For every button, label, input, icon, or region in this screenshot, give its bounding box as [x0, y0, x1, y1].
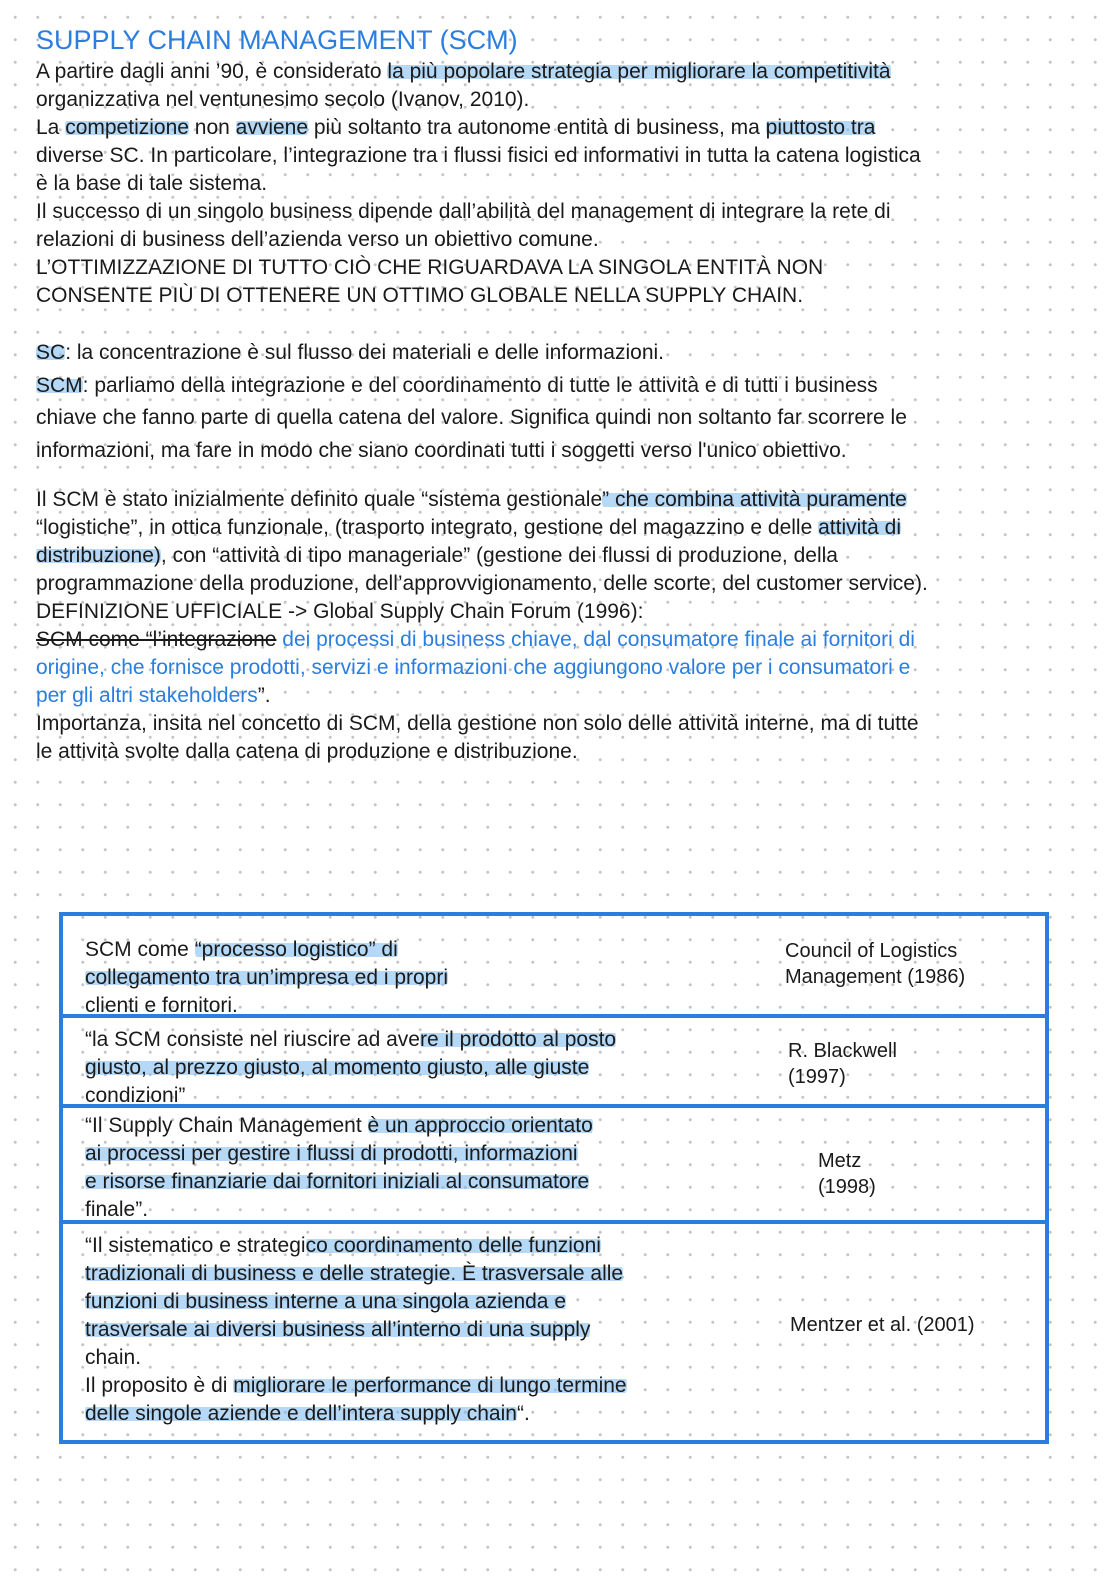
intro-line: La [36, 116, 66, 139]
highlighted-text: “processo logistico” di [194, 938, 398, 961]
quote-text: “Il sistematico e strategi [85, 1234, 306, 1257]
definition-row [63, 1220, 1045, 1444]
scm-definition: chiave che fanno parte di quella catena del valore. Significa quindi non soltanto far scorrere le [36, 406, 907, 429]
intro-line: non [188, 116, 236, 139]
quote-text: “la SCM consiste nel riuscire ad ave [85, 1028, 420, 1051]
highlighted-text: ” che combina attività puramente [602, 488, 907, 511]
scm-definition: : parliamo della integrazione e del coordinamento di tutte le attività e di tutti i business [82, 373, 878, 397]
source-text: Mentzer et al. (2001) [790, 1314, 975, 1336]
history-paragraph [36, 486, 1086, 766]
intro-line: relazioni di business dell’azienda verso un obiettivo comune. [36, 228, 599, 251]
highlighted-text: co coordinamento delle funzioni [305, 1234, 601, 1257]
quote-text: finale”. [85, 1198, 149, 1220]
quote-text: Il proposito è di [85, 1374, 234, 1397]
history-line: le attività svolte dalla catena di produzione e distribuzione. [36, 740, 578, 763]
source-text: Metz [818, 1150, 862, 1172]
official-definition: dei processi di business chiave, dal consumatore finale ai fornitori di [276, 628, 915, 651]
definition-quote [85, 1232, 725, 1428]
intro-line: diverse SC. In particolare, l’integrazione tra i flussi fisici ed informativi in tutta la catena logistica [36, 144, 921, 167]
official-definition: per gli altri stakeholders [36, 684, 258, 707]
quote-text: chain. [85, 1346, 142, 1369]
sc-term: SC [36, 341, 66, 364]
official-definition: origine, che fornisce prodotti, servizi e informazioni che aggiungono valore per i consumatori e [36, 656, 911, 679]
highlighted-text: attività di [818, 516, 901, 539]
highlighted-text: re il prodotto al posto [419, 1028, 617, 1051]
highlighted-text: competizione [65, 116, 189, 139]
history-line: Il SCM è stato inizialmente definito quale “sistema gestionale [36, 488, 603, 511]
history-line: DEFINIZIONE UFFICIALE -> Global Supply Chain Forum (1996): [36, 600, 644, 623]
highlighted-text: funzioni di business interne a una singola azienda e [85, 1290, 567, 1313]
sc-definition: : la concentrazione è sul flusso dei materiali e delle informazioni. [65, 341, 664, 364]
quote-text: clienti e fornitori. [85, 994, 238, 1014]
source-text: R. Blackwell [788, 1040, 897, 1062]
sc-scm-paragraph [36, 337, 1086, 467]
definition-row [63, 1014, 1045, 1108]
highlighted-text: distribuzione) [36, 544, 161, 567]
definition-source [788, 1038, 928, 1090]
definition-source [790, 1312, 975, 1338]
source-text: Council of Logistics [785, 940, 958, 962]
intro-paragraph [36, 58, 1086, 310]
highlighted-text: delle singole aziende e dell’intera supply chain [85, 1402, 517, 1425]
history-line: , con “attività di tipo manageriale” (gestione dei flussi di produzione, della [160, 544, 838, 567]
definition-quote [85, 936, 555, 1014]
highlighted-text: migliorare le performance di lungo termine [233, 1374, 627, 1397]
highlighted-text: giusto, al prezzo giusto, al momento giusto, alle giuste [85, 1056, 590, 1079]
definition-row [63, 916, 1045, 1018]
scm-term: SCM [36, 373, 83, 397]
highlighted-text: collegamento tra un’impresa ed i propri [85, 966, 449, 989]
source-text: Management (1986) [785, 966, 966, 988]
definition-source [818, 1148, 918, 1200]
intro-line: A partire dagli anni ’90, è considerato [36, 60, 388, 83]
history-line: “logistiche”, in ottica funzionale, (trasporto integrato, gestione del magazzino e delle [36, 516, 819, 539]
history-line: Importanza, insita nel concetto di SCM, della gestione non solo delle attività interne, ma di tutte [36, 712, 919, 735]
source-text: (1998) [818, 1176, 876, 1198]
definition-row [63, 1104, 1045, 1224]
highlighted-text: la più popolare strategia per migliorare la competitività [387, 60, 891, 83]
struck-text: SCM come “l’integrazione [36, 628, 277, 651]
intro-line: L’OTTIMIZZAZIONE DI TUTTO CIÒ CHE RIGUARDAVA LA SINGOLA ENTITÀ NON [36, 256, 824, 279]
intro-line: è la base di tale sistema. [36, 172, 268, 195]
highlighted-text: trasversale ai diversi business all’interno di una supply [85, 1318, 591, 1341]
intro-line: più soltanto tra autonome entità di business, ma [308, 116, 766, 139]
highlighted-text: ai processi per gestire i flussi di prodotti, informazioni [85, 1142, 578, 1165]
definition-quote [85, 1112, 725, 1220]
quote-text: “. [516, 1402, 530, 1425]
intro-line: CONSENTE PIÙ DI OTTENERE UN OTTIMO GLOBALE NELLA SUPPLY CHAIN. [36, 284, 804, 307]
highlighted-text: è un approccio orientato [367, 1114, 593, 1137]
quote-text: “Il Supply Chain Management [85, 1114, 368, 1137]
history-line: programmazione della produzione, dell’approvvigionamento, delle scorte, del customer service). [36, 572, 928, 595]
definition-quote [85, 1026, 725, 1104]
highlighted-text: avviene [235, 116, 309, 139]
quote-text: condizioni” [85, 1084, 186, 1104]
intro-line: Il successo di un singolo business dipende dall’abilità del management di integrare la rete di [36, 200, 891, 223]
source-text: (1997) [788, 1066, 846, 1088]
page-title: SUPPLY CHAIN MANAGEMENT (SCM) [36, 25, 518, 55]
quote-text: SCM come [85, 938, 195, 961]
definition-source [785, 938, 965, 990]
highlighted-text: tradizionali di business e delle strategie. È trasversale alle [85, 1262, 624, 1285]
history-line: ”. [257, 684, 271, 707]
highlighted-text: piuttosto tra [765, 116, 876, 139]
intro-line: organizzativa nel ventunesimo secolo (Ivanov, 2010). [36, 88, 530, 111]
definitions-table [59, 912, 1049, 1444]
highlighted-text: e risorse finanziarie dai fornitori iniziali al consumatore [85, 1170, 590, 1193]
scm-definition: informazioni, ma fare in modo che siano coordinati tutti i soggetti verso l'unico obiettivo. [36, 438, 847, 462]
